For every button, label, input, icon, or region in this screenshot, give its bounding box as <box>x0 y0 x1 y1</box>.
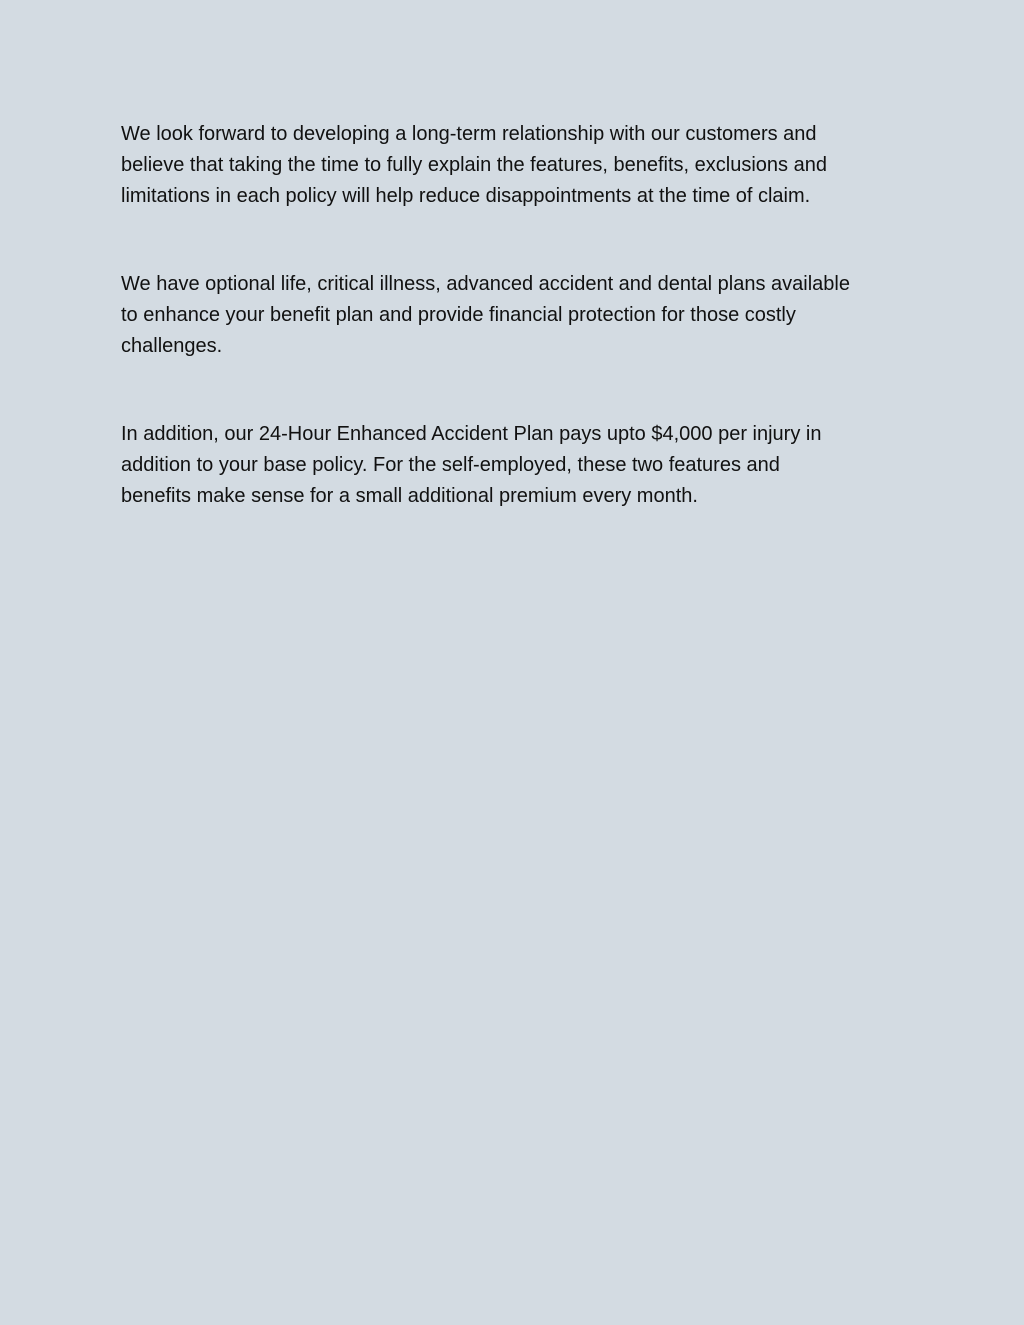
paragraph-line: believe that taking the time to fully explain the features, benefits, exclusions and <box>121 154 827 176</box>
paragraph-relationship <box>121 119 911 212</box>
document-body <box>121 119 911 512</box>
paragraph-optional-plans <box>121 269 911 362</box>
paragraph-line: In addition, our 24-Hour Enhanced Accident Plan pays upto $4,000 per injury in <box>121 423 822 445</box>
paragraph-line: We look forward to developing a long-term relationship with our customers and <box>121 123 817 145</box>
paragraph-line: addition to your base policy. For the self-employed, these two features and <box>121 454 780 476</box>
paragraph-line: limitations in each policy will help reduce disappointments at the time of claim. <box>121 185 811 207</box>
paragraph-accident-plan <box>121 419 911 512</box>
paragraph-line: benefits make sense for a small additional premium every month. <box>121 485 698 507</box>
paragraph-line: to enhance your benefit plan and provide financial protection for those costly <box>121 304 796 326</box>
paragraph-line: We have optional life, critical illness, advanced accident and dental plans available <box>121 273 850 295</box>
paragraph-line: challenges. <box>121 335 223 357</box>
